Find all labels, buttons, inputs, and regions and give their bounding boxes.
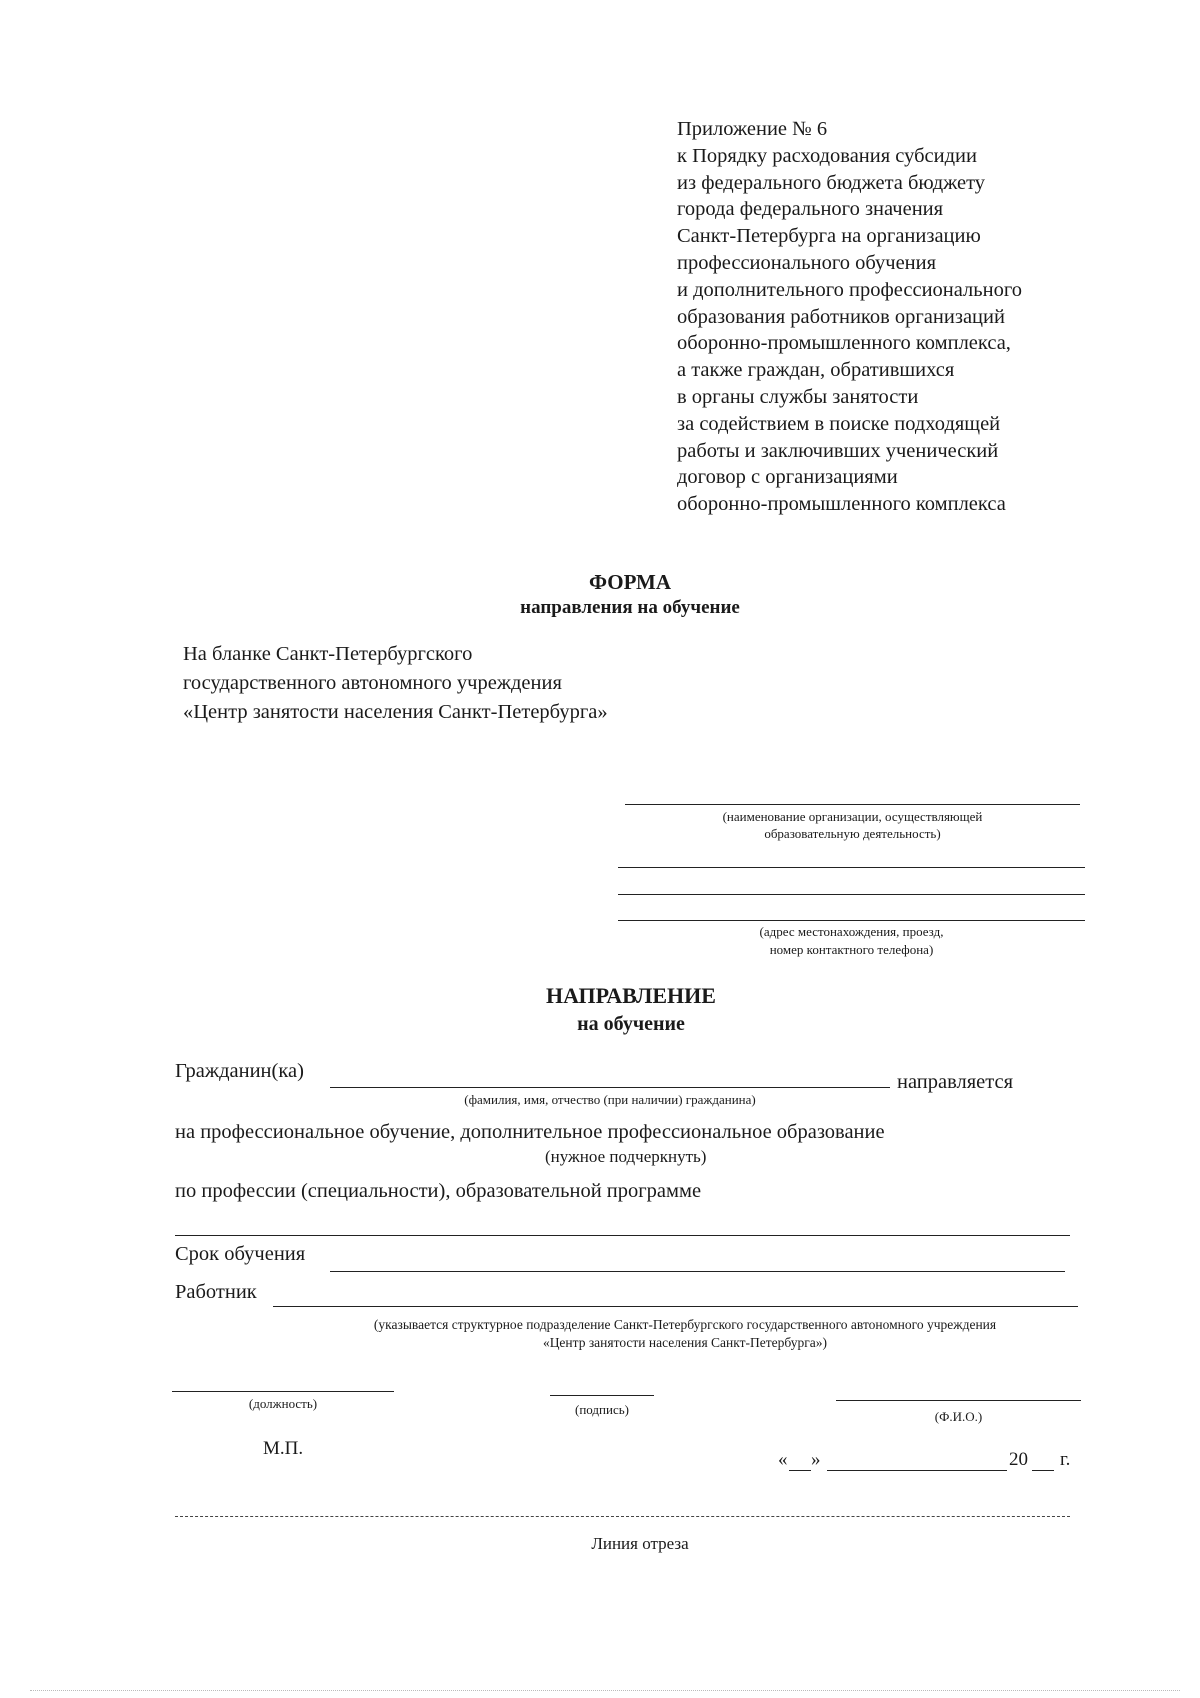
appendix-block bbox=[677, 116, 1022, 518]
appendix-line: города федерального значения bbox=[677, 198, 944, 221]
appendix-line: а также граждан, обратившихся bbox=[677, 359, 955, 382]
letterhead-line-3: «Центр занятости населения Санкт-Петербурга» bbox=[183, 701, 608, 723]
appendix-line: оборонно-промышленного комплекса bbox=[677, 493, 1006, 516]
employee-line[interactable] bbox=[273, 1306, 1078, 1307]
employee-caption-2: «Центр занятости населения Санкт-Петербурга») bbox=[542, 1335, 828, 1350]
underline-hint: (нужное подчеркнуть) bbox=[545, 1147, 707, 1166]
address-caption-2: номер контактного телефона) bbox=[769, 942, 934, 957]
signature-line[interactable] bbox=[550, 1395, 654, 1396]
date-open-quote: « bbox=[778, 1449, 788, 1470]
address-line-3[interactable] bbox=[618, 920, 1085, 921]
document-subtitle: на обучение bbox=[577, 1013, 685, 1035]
form-subtitle: направления на обучение bbox=[520, 597, 740, 618]
term-label: Срок обучения bbox=[175, 1243, 306, 1265]
year-line[interactable] bbox=[1032, 1470, 1054, 1471]
citizen-label: Гражданин(ка) bbox=[175, 1060, 304, 1082]
org-caption-2: образовательную деятельность) bbox=[764, 826, 941, 841]
full-name-line[interactable] bbox=[836, 1400, 1081, 1401]
employee-label: Работник bbox=[175, 1281, 257, 1303]
scan-edge bbox=[30, 1690, 1180, 1691]
cut-line-label: Линия отреза bbox=[591, 1534, 689, 1553]
signature-caption: (подпись) bbox=[575, 1402, 629, 1417]
appendix-line: оборонно-промышленного комплекса, bbox=[677, 332, 1011, 355]
profession-line[interactable] bbox=[175, 1235, 1070, 1236]
appendix-line: за содействием в поиске подходящей bbox=[677, 412, 1001, 435]
document-title: НАПРАВЛЕНИЕ bbox=[546, 983, 716, 1008]
letterhead-line-1: На бланке Санкт-Петербургского bbox=[183, 643, 473, 665]
appendix-line: Приложение № 6 bbox=[677, 118, 828, 140]
letterhead-line-2: государственного автономного учреждения bbox=[183, 672, 562, 694]
date-close-quote: » bbox=[811, 1449, 821, 1470]
full-name-caption: (Ф.И.О.) bbox=[934, 1409, 983, 1424]
appendix-line: в органы службы занятости bbox=[677, 385, 919, 408]
appendix-line: профессионального обучения bbox=[677, 251, 937, 274]
appendix-line: образования работников организаций bbox=[677, 305, 1005, 328]
date-month-line[interactable] bbox=[827, 1470, 1007, 1471]
appendix-line: работы и заключивших ученический bbox=[677, 439, 999, 462]
year-suffix: г. bbox=[1060, 1449, 1071, 1470]
cut-line bbox=[175, 1516, 1070, 1517]
year-prefix: 20 bbox=[1009, 1449, 1028, 1470]
employee-caption-1: (указывается структурное подразделение Санкт-Петербургского государственного автономного учреждения bbox=[373, 1317, 997, 1332]
position-caption: (должность) bbox=[248, 1396, 318, 1411]
citizen-caption: (фамилия, имя, отчество (при наличии) гражданина) bbox=[464, 1092, 756, 1107]
address-caption-1: (адрес местонахождения, проезд, bbox=[759, 924, 944, 939]
appendix-line: Санкт-Петербурга на организацию bbox=[677, 225, 981, 248]
address-line-1[interactable] bbox=[618, 867, 1085, 868]
appendix-line: к Порядку расходования субсидии bbox=[677, 144, 977, 167]
form-title: ФОРМА bbox=[588, 570, 672, 594]
profession-label: по профессии (специальности), образовательной программе bbox=[175, 1180, 702, 1202]
address-line-2[interactable] bbox=[618, 894, 1085, 895]
appendix-line: и дополнительного профессионального bbox=[677, 278, 1023, 301]
training-types[interactable]: на профессиональное обучение, дополнительное профессиональное образование bbox=[175, 1121, 885, 1143]
term-line[interactable] bbox=[330, 1271, 1065, 1272]
appendix-line: договор с организациями bbox=[677, 466, 898, 489]
position-line[interactable] bbox=[172, 1391, 394, 1392]
directed-label: направляется bbox=[897, 1071, 1014, 1093]
citizen-name-line[interactable] bbox=[330, 1087, 890, 1088]
org-name-line[interactable] bbox=[625, 804, 1080, 805]
org-caption-1: (наименование организации, осуществляющей bbox=[722, 809, 983, 824]
date-day-line[interactable] bbox=[789, 1470, 811, 1471]
stamp-mark: М.П. bbox=[263, 1438, 304, 1459]
appendix-line: из федерального бюджета бюджету bbox=[677, 171, 986, 194]
